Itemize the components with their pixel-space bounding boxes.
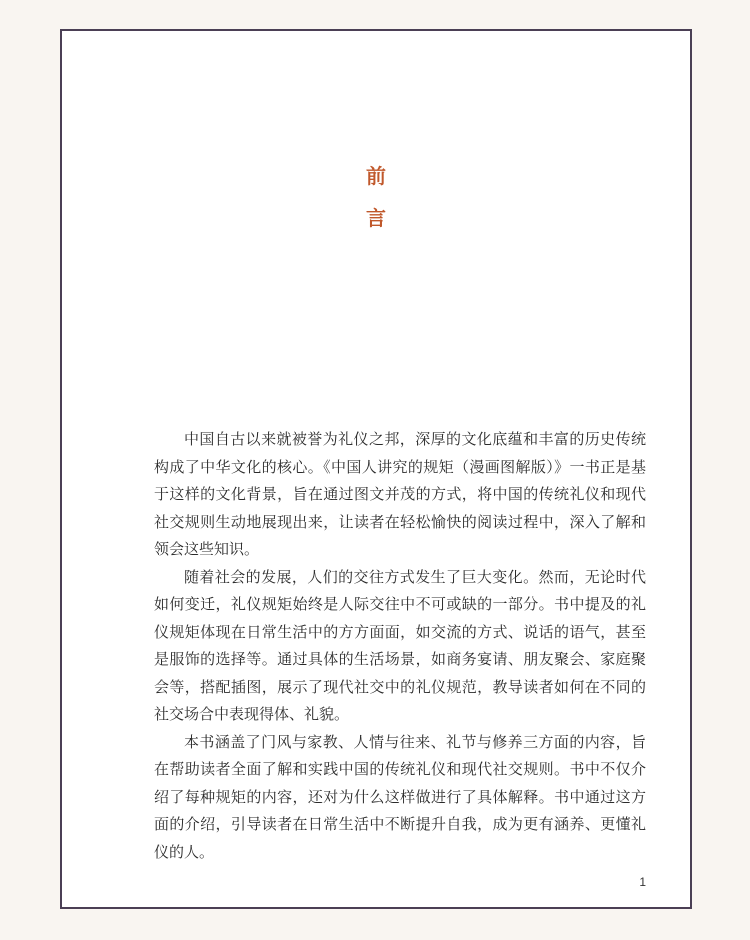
paragraph-3: 本书涵盖了门风与家教、人情与往来、礼节与修养三方面的内容，旨在帮助读者全面了解和实践中国的传统礼仪和现代社交规则。书中不仅介绍了每种规矩的内容，还对为什么这样做进行了具体解释。书中通过这方面的介绍，引导读者在日常生活中不断提升自我，成为更有涵养、更懂礼仪的人。 bbox=[154, 732, 646, 861]
book-page bbox=[60, 29, 692, 909]
page-title bbox=[62, 155, 690, 239]
title-char-1: 前 bbox=[366, 164, 386, 188]
title-char-2: 言 bbox=[366, 206, 386, 230]
paragraph-1: 中国自古以来就被誉为礼仪之邦，深厚的文化底蕴和丰富的历史传统构成了中华文化的核心。《中国人讲究的规矩（漫画图解版）》一书正是基于这样的文化背景，旨在通过图文并茂的方式，将中国的传统礼仪和现代社交规则生动地展现出来，让读者在轻松愉快的阅读过程中，深入了解和领会这些知识。 bbox=[154, 430, 646, 558]
body-text bbox=[154, 426, 646, 866]
paragraph-2: 随着社会的发展，人们的交往方式发生了巨大变化。然而，无论时代如何变迁，礼仪规矩始终是人际交往中不可或缺的一部分。书中提及的礼仪规矩体现在日常生活中的方方面面，如交流的方式、说话的语气，甚至是服饰的选择等。通过具体的生活场景，如商务宴请、朋友聚会、家庭聚会等，搭配插图，展示了现代社交中的礼仪规范，教导读者如何在不同的社交场合中表现得体、礼貌。 bbox=[154, 567, 646, 723]
page-number: 1 bbox=[639, 875, 646, 889]
